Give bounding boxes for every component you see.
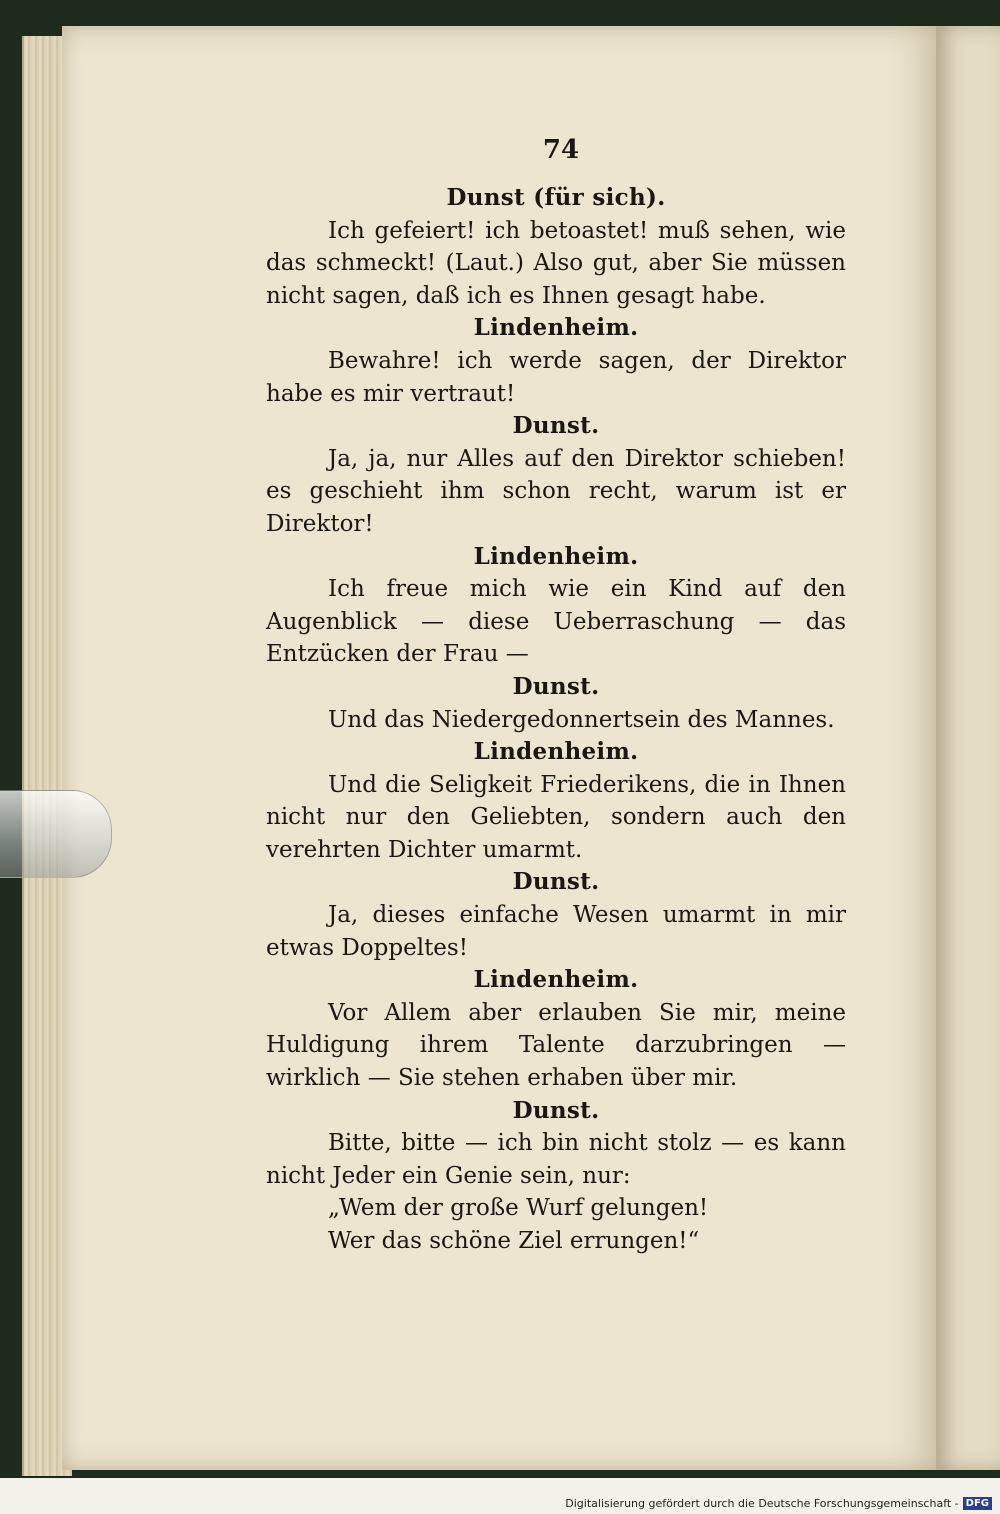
digitization-credit	[565, 1497, 992, 1510]
dialogue-paragraph: Und das Niedergedonnertsein des Mannes.	[328, 706, 835, 733]
speaker-heading: Dunst.	[512, 412, 600, 440]
dfg-logo: DFG	[963, 1497, 992, 1510]
page-text	[266, 130, 846, 1258]
speaker-heading: Lindenheim.	[473, 314, 639, 342]
verse-line: Wer das schöne Ziel errungen!“	[328, 1228, 700, 1254]
speaker-heading: Lindenheim.	[473, 542, 639, 570]
verse-line: „Wem der große Wurf gelungen!	[328, 1195, 709, 1222]
dialogue-paragraph: Vor Allem aber erlauben Sie mir, meine Huldigung ihrem Talente darzubringen — wirklich — Sie stehen erhaben über mir.	[266, 999, 846, 1092]
speaker-heading: Dunst.	[512, 868, 600, 896]
facing-page-edge	[936, 26, 1000, 1470]
dialogue-paragraph: Ich gefeiert! ich betoastet! muß sehen, wie das schmeckt! (Laut.) Also gut, aber Sie müssen nicht sagen, daß ich es Ihnen gesagt habe.	[266, 217, 846, 309]
speaker-heading: Dunst.	[512, 672, 600, 700]
speaker-heading: Dunst.	[512, 1096, 600, 1124]
page-number: 74	[542, 135, 580, 165]
speaker-heading: Dunst (für sich).	[446, 184, 666, 211]
page-clip	[0, 790, 112, 878]
credit-text: Digitalisierung gefördert durch die Deutsche Forschungsgemeinschaft -	[565, 1497, 959, 1510]
dialogue-paragraph: Ja, ja, nur Alles auf den Direktor schieben! es geschieht ihm schon recht, warum ist er Direktor!	[266, 445, 846, 537]
dialogue-paragraph: Ja, dieses einfache Wesen umarmt in mir etwas Doppeltes!	[266, 902, 846, 961]
dialogue-paragraph: Und die Seligkeit Friederikens, die in Ihnen nicht nur den Geliebten, sondern auch den verehrten Dichter umarmt.	[266, 771, 846, 863]
speaker-heading: Lindenheim.	[473, 738, 639, 766]
speaker-heading: Lindenheim.	[473, 966, 639, 994]
dialogue-paragraph: Ich freue mich wie ein Kind auf den Augenblick — diese Ueberraschung — das Entzücken der Frau —	[266, 576, 846, 668]
dialogue-paragraph: Bewahre! ich werde sagen, der Direktor habe es mir vertraut!	[266, 347, 846, 407]
dialogue-paragraph: Bitte, bitte — ich bin nicht stolz — es kann nicht Jeder ein Genie sein, nur:	[266, 1130, 846, 1189]
